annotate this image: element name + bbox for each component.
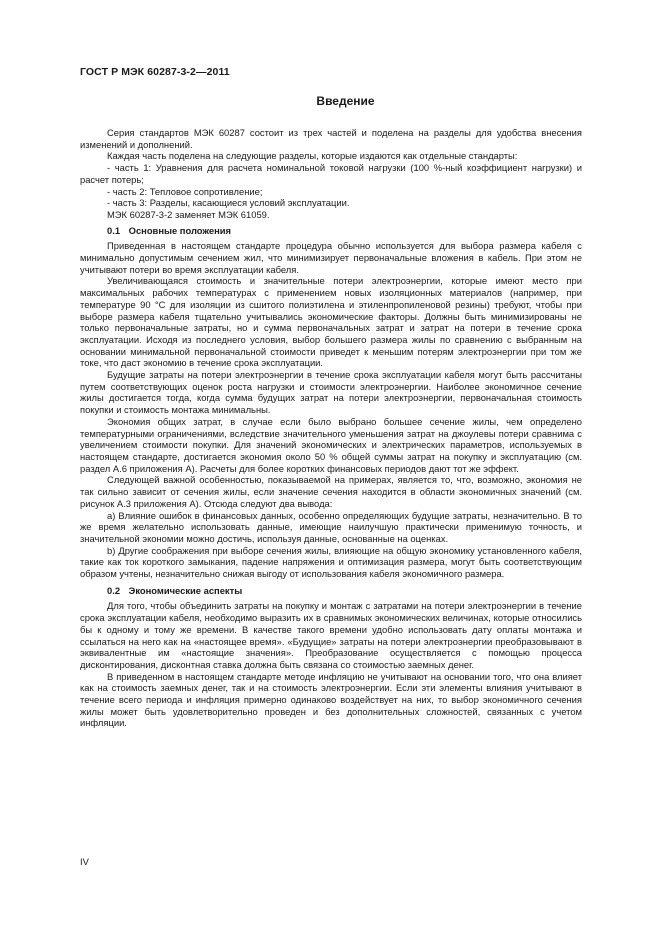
section-title: Основные положения xyxy=(128,224,232,236)
document-body xyxy=(80,127,582,729)
paragraph: Увеличивающаяся стоимость и значительные потери электроэнергии, которые имеют место при максимальных рабочих температурах с применением новых изоляционных материалов (например, при температуре 90 °С для изоляции из сшитого полиэтилена и этиленпропиленовой резины) требуют, чтобы при выборе размера кабеля тщательно учитывались экономические факторы. Должны быть минимизированы не только первоначальные затраты, но и сумма первоначальных затрат и затрат на потери в течение срока эксплуатации. Исходя из последнего условия, выбор большего размера жилы по сравнению с выбранным на основании минимальной первоначальной стоимости приведет к меньшим потерям электроэнергии при том же токе, что даст экономию в течение срока эксплуатации. xyxy=(80,275,582,369)
document-header: ГОСТ Р МЭК 60287-3-2—2011 xyxy=(80,66,230,78)
section-title: Экономические аспекты xyxy=(128,584,243,596)
list-item: - часть 2: Тепловое сопротивление; xyxy=(107,185,263,197)
paragraph: Экономия общих затрат, в случае если было выбрано большее сечение жилы, чем определено температурными ограничениями, вследствие значительного уменьшения затрат на джоулевы потери сравнима с увеличением стоимости покупки. Для значений экономических и электрических параметров, используемых в настоящем стандарте, достигается экономия около 50 % общей суммы затрат на покупку и эксплуатацию (см. раздел А.6 приложения А). Расчеты для более коротких финансовых периодов дают тот же эффект. xyxy=(80,415,582,474)
section-heading xyxy=(107,225,582,237)
section-number: 0.1 xyxy=(107,224,121,236)
list-item: - часть 1: Уравнения для расчета номинальной токовой нагрузки (100 %-ный коэффициент нагрузки) и расчет потерь; xyxy=(80,162,582,185)
paragraph: В приведенном в настоящем стандарте методе инфляцию не учитывают на основании того, что она влияет как на стоимость заемных денег, так и на стоимость электроэнергии. Если эти элементы влияния учитывают в течение всего периода и инфляция примерно одинаково воздействует на них, то выбор экономичного сечения жилы может быть удовлетворительно проведен и без дополнительных сложностей, связанных с учетом инфляции. xyxy=(80,670,582,729)
paragraph: Для того, чтобы объединить затраты на покупку и монтаж с затратами на потери электроэнергии в течение срока эксплуатации кабеля, необходимо выразить их в сравнимых экономических величинах, которые относились бы к одному и тому же времени. В качестве такого времени удобно использовать дату оплаты монтажа и ссылаться на него как на «настоящее время». «Будущие» затраты на потери электроэнергии преобразовывают в эквивалентные им «настоящие значения». Преобразование осуществляется с помощью процесса дисконтирования, дисконтная ставка должна быть связана со стоимостью заемных денег. xyxy=(80,600,582,670)
section-heading xyxy=(107,585,582,597)
page-title: Введение xyxy=(316,94,375,108)
paragraph: Следующей важной особенностью, показываемой на примерах, является то, что, возможно, экономия не так сильно зависит от сечения жилы, если значение сечения находится в области экономичных значений (см. рисунок А.3 приложения А). Отсюда следуют два вывода: xyxy=(80,474,582,509)
paragraph: Будущие затраты на потери электроэнергии в течение срока эксплуатации кабеля могут быть рассчитаны путем соответствующих оценок роста нагрузки и стоимости электроэнергии. Наиболее экономичное сечение жилы достигается тогда, когда сумма будущих затрат на потери электроэнергии, первоначальная стоимость покупки и стоимость монтажа минимальны. xyxy=(80,369,582,416)
paragraph: Серия стандартов МЭК 60287 состоит из трех частей и поделена на разделы для удобства внесения изменений и дополнений. xyxy=(80,127,582,150)
paragraph: Каждая часть поделена на следующие разделы, которые издаются как отдельные стандарты: xyxy=(107,150,518,162)
list-item: b) Другие соображения при выборе сечения жилы, влияющие на общую экономику установленного кабеля, такие как ток короткого замыкания, падение напряжения и оптимизация размера, могут быть соответствующим образом учтены, незначительно снижая выгоду от использования кабеля экономичного размера. xyxy=(80,544,582,580)
paragraph: МЭК 60287-3-2 заменяет МЭК 61059. xyxy=(107,208,270,220)
paragraph: Приведенная в настоящем стандарте процедура обычно используется для выбора размера кабеля с минимально допустимым сечением жил, что минимизирует первоначальные вложения в кабель. При этом не учитывают потери во время эксплуатации кабеля. xyxy=(80,240,582,275)
page-number: IV xyxy=(80,856,89,867)
section-number: 0.2 xyxy=(107,584,121,596)
list-item: а) Влияние ошибок в финансовых данных, особенно определяющих будущие затраты, незначительно. В то же время желательно использовать данные, имеющие наилучшую практически применимую точность, и значительной экономии можно достичь, используя данные, основанные на оценках. xyxy=(80,509,582,544)
list-item: - часть 3: Разделы, касающиеся условий эксплуатации. xyxy=(107,197,350,209)
